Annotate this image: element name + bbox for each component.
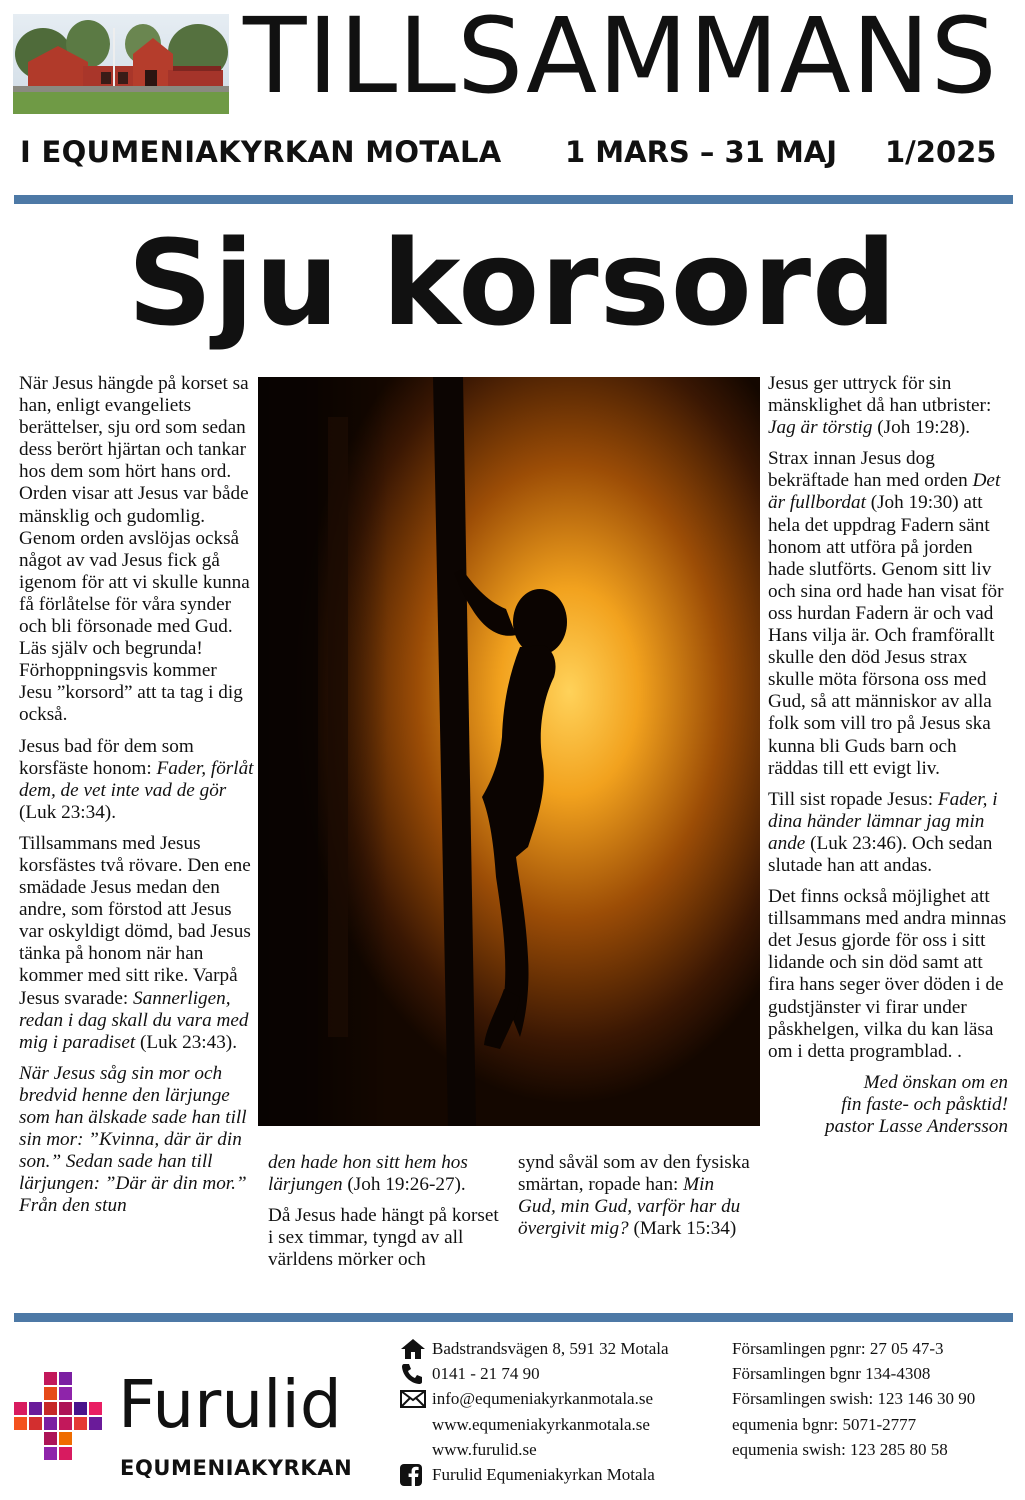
article-column-1 — [19, 373, 254, 1226]
paragraph-word-2: Tillsammans med Jesus korsfästes två rövare. Den ene smädade Jesus medan den andre, som förstod att Jesus var oskyldigt dömd, bad Jesus tänka på honom när han kommer med sitt rike. Varpå Jesus svarade: Sannerligen, redan i dag skall du vara med mig i paradiset (Luk 23:43). — [19, 832, 251, 1053]
paragraph-intro: När Jesus hängde på korset sa han, enligt evangeliets berättelser, sju ord som sedan dess berört hjärtan och tankar hos dem som hört hans ord. Orden visar att Jesus var både mänsklig och gudomlig. Genom orden avslöjas också något av vad Jesus fick gå igenom för att vi skulle kunna få förlåtelse för våra synder och bli försonade med Gud. Läs själv och begrunda! Förhoppningsvis kommer Jesu ”korsord” att ta tag i dig också. — [19, 373, 250, 726]
paragraph-word-4-cont: synd såväl som av den fysiska smärtan, ropade han: Min Gud, min Gud, varför har du övergivit mig? (Mark 15:34) — [518, 1152, 750, 1240]
website-row-2 — [400, 1437, 730, 1462]
furulid-cross-logo — [14, 1372, 104, 1462]
article-column-3 — [518, 1152, 753, 1249]
quote: Fader, i dina händer lämnar jag min ande — [768, 788, 998, 854]
quote: Det är fullbordat — [768, 470, 1001, 514]
logo-subtitle: EQUMENIAKYRKAN — [120, 1456, 353, 1480]
masthead-period: 1 MARS – 31 MAJ — [565, 135, 838, 169]
phone-row — [400, 1361, 730, 1386]
facebook-icon — [400, 1464, 432, 1486]
email-link[interactable]: info@equmeniakyrkanmotala.se — [432, 1389, 653, 1409]
paragraph-word-6: Strax innan Jesus dog bekräftade han med orden Det är fullbordat (Joh 19:30) att hela det uppdrag Fadern sänt honom att utföra på jorden hade slutförts. Genom sitt liv och sina ord hade han visat för oss hurdan Fadern är och vad Hans vilja är. Och framförallt skulle den död Jesus strax skulle möta försona oss med Gud, så att människor av alla folk som vill tro på Jesus ska kunna bli Guds barn och räddas till ett evigt liv. — [768, 448, 1004, 779]
paragraph-word-7: Till sist ropade Jesus: Fader, i dina händer lämnar jag min ande (Luk 23:46). Och sedan slutade han att andas. — [768, 788, 998, 876]
phone-text[interactable]: 0141 - 21 74 90 — [432, 1363, 540, 1383]
quote: den hade hon sitt hem hos lärjungen — [268, 1152, 468, 1196]
signoff: Med önskan om en fin faste- och påsktid! pastor Lasse Andersson — [768, 1072, 1008, 1138]
masthead-issue: 1/2025 — [885, 135, 997, 169]
home-icon — [400, 1338, 432, 1360]
quote: Fader, förlåt dem, de vet inte vad de gör — [19, 757, 254, 801]
quote: Min Gud, min Gud, varför har du övergivit mig? — [518, 1174, 741, 1240]
quote: Sannerligen, redan i dag skall du vara med mig i paradiset — [19, 987, 249, 1053]
phone-icon — [400, 1363, 432, 1385]
email-row — [400, 1387, 730, 1412]
church-building-image — [13, 14, 229, 114]
facebook-row — [400, 1462, 730, 1487]
website-link-1[interactable]: www.equmeniakyrkanmotala.se — [432, 1414, 650, 1434]
logo-name: Furulid — [118, 1366, 342, 1443]
crucifix-silhouette-image — [258, 377, 760, 1126]
address-text: Badstrandsvägen 8, 591 32 Motala — [432, 1338, 669, 1358]
paragraph-word-5: Jesus ger uttryck för sin mänsklighet då han utbrister: Jag är törstig (Joh 19:28). — [768, 373, 992, 439]
address-row — [400, 1336, 730, 1361]
church-photo — [13, 14, 229, 114]
bank-row: equmenia bgnr: 5071-2777 — [732, 1414, 917, 1434]
paragraph-word-3-cont: den hade hon sitt hem hos lärjungen (Joh 19:26-27). — [268, 1152, 468, 1196]
quote: Jag är törstig — [768, 417, 873, 439]
website-row-1 — [400, 1412, 730, 1437]
headline: Sju korsord — [127, 214, 898, 352]
facebook-link[interactable]: Furulid Equmeniakyrkan Motala — [432, 1465, 655, 1485]
crucifix-photo — [258, 377, 760, 1126]
bank-row: Församlingen pgnr: 27 05 47-3 — [732, 1338, 944, 1358]
website-link-2[interactable]: www.furulid.se — [432, 1439, 537, 1459]
bank-info — [732, 1336, 1017, 1462]
paragraph-closing: Det finns också möjlighet att tillsammans med andra minnas det Jesus gjorde för oss i sitt lidande och sin död samt att fira hans seger över döden i de gudstjänster vi firar under påskhelgen, vilka du kan läsa om i detta programblad. . — [768, 886, 1007, 1062]
bank-row: Församlingen swish: 123 146 30 90 — [732, 1389, 976, 1409]
paragraph-word-3: När Jesus såg sin mor och bredvid henne den lärjunge som han älskade sade han till sin mor: ”Kvinna, där är din son.” Sedan sade han till lärjungen: ”Där är din mor.” Från den stun — [19, 1062, 247, 1217]
masthead-subtitle: I EQUMENIAKYRKAN MOTALA — [20, 135, 502, 169]
envelope-icon — [400, 1388, 432, 1410]
contact-info — [400, 1336, 730, 1488]
bank-row: Församlingen bgnr 134-4308 — [732, 1363, 931, 1383]
bank-row: equmenia swish: 123 285 80 58 — [732, 1439, 948, 1459]
article-column-2 — [268, 1152, 503, 1280]
top-divider — [14, 195, 1013, 204]
paragraph-word-1: Jesus bad för dem som korsfäste honom: Fader, förlåt dem, de vet inte vad de gör (Luk 23:34). — [19, 735, 254, 823]
author-name: pastor Lasse Andersson — [824, 1116, 1008, 1137]
masthead-title: TILLSAMMANS — [243, 0, 998, 117]
article-column-4 — [768, 373, 1008, 1138]
bottom-divider — [14, 1313, 1013, 1322]
paragraph-word-4: Då Jesus hade hängt på korset i sex timmar, tyngd av all världens mörker och — [268, 1205, 499, 1271]
